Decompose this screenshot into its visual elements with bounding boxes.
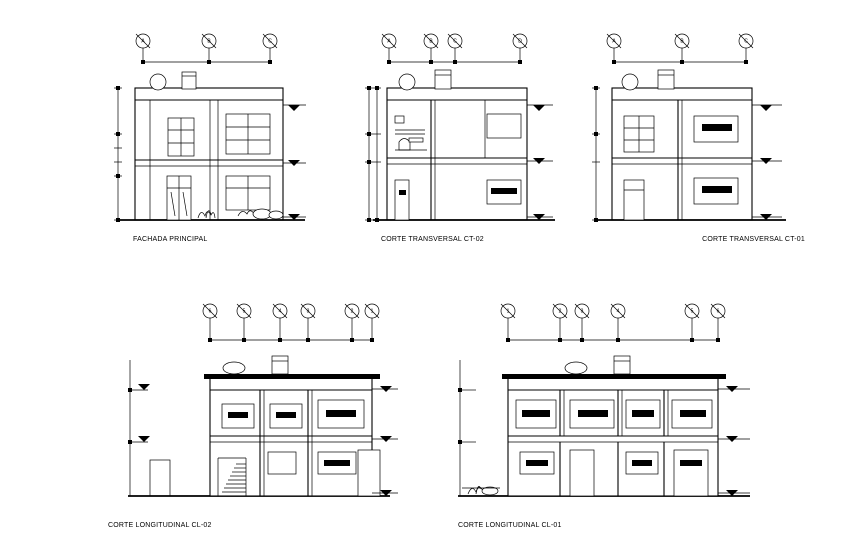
grid-bubble-c bbox=[263, 34, 277, 62]
grid-bubble-3 bbox=[575, 304, 589, 340]
drawing-corte-transversal-ct-01 bbox=[590, 30, 800, 230]
caption-corte-transversal-ct-01: CORTE TRANSVERSAL CT-01 bbox=[702, 236, 805, 243]
grid-bubble-3 bbox=[301, 304, 315, 340]
caption-corte-transversal-ct-02: CORTE TRANSVERSAL CT-02 bbox=[381, 236, 484, 243]
landscaping bbox=[462, 486, 500, 495]
grid-bubble-label: A bbox=[141, 38, 145, 45]
level-markers bbox=[760, 105, 772, 220]
grid-bubble-label: 1 bbox=[506, 308, 510, 315]
drawing-fachada-principal bbox=[110, 30, 310, 230]
grid-bubble-b bbox=[424, 34, 438, 62]
grid-bubble-label: A bbox=[612, 38, 616, 45]
grid-bubble-c bbox=[448, 34, 462, 62]
grid-bubble-label: A bbox=[387, 38, 391, 45]
level-markers bbox=[380, 386, 392, 496]
grid-bubble-d bbox=[513, 34, 527, 62]
grid-bubble-6 bbox=[203, 304, 217, 340]
grid-bubble-5 bbox=[685, 304, 699, 340]
grid-bubble-label: 3 bbox=[306, 308, 310, 315]
grid-bubble-c bbox=[739, 34, 753, 62]
drawing-corte-longitudinal-cl-01 bbox=[450, 300, 760, 515]
grid-bubble-label: C bbox=[744, 38, 748, 45]
grid-bubble-4 bbox=[273, 304, 287, 340]
grid-bubble-label: 2 bbox=[558, 308, 562, 315]
grid-bubble-a bbox=[136, 34, 150, 62]
grid-bubble-a bbox=[382, 34, 396, 62]
grid-bubble-b bbox=[675, 34, 689, 62]
caption-corte-longitudinal-cl-02: CORTE LONGITUDINAL CL-02 bbox=[108, 522, 212, 529]
grid-bubble-label: 2 bbox=[350, 308, 354, 315]
grid-bubble-2 bbox=[553, 304, 567, 340]
grid-bubble-4 bbox=[611, 304, 625, 340]
grid-bubble-label: 5 bbox=[242, 308, 246, 315]
grid-bubble-label: 6 bbox=[208, 308, 212, 315]
caption-fachada-principal: FACHADA PRINCIPAL bbox=[133, 236, 208, 243]
grid-bubble-label: C bbox=[453, 38, 457, 45]
grid-bubble-label: 4 bbox=[616, 308, 620, 315]
grid-bubble-label: 6 bbox=[716, 308, 720, 315]
grid-bubble-2 bbox=[345, 304, 359, 340]
grid-bubble-label: 3 bbox=[580, 308, 584, 315]
grid-bubble-label: B bbox=[680, 38, 684, 45]
grid-bubble-5 bbox=[237, 304, 251, 340]
caption-corte-longitudinal-cl-01: CORTE LONGITUDINAL CL-01 bbox=[458, 522, 562, 529]
level-markers bbox=[533, 105, 545, 220]
grid-bubble-label: B bbox=[207, 38, 211, 45]
grid-bubble-1 bbox=[501, 304, 515, 340]
grid-bubble-label: D bbox=[518, 38, 522, 45]
grid-bubble-a bbox=[607, 34, 621, 62]
grid-bubble-label: 1 bbox=[370, 308, 374, 315]
grid-bubble-6 bbox=[711, 304, 725, 340]
drawing-corte-longitudinal-cl-02 bbox=[100, 300, 400, 515]
grid-bubble-1 bbox=[365, 304, 379, 340]
grid-bubble-b bbox=[202, 34, 216, 62]
level-markers bbox=[288, 105, 300, 220]
grid-bubble-label: C bbox=[268, 38, 272, 45]
grid-bubble-label: 4 bbox=[278, 308, 282, 315]
drawing-corte-transversal-ct-02 bbox=[365, 30, 565, 230]
grid-bubble-label: 5 bbox=[690, 308, 694, 315]
grid-bubble-label: B bbox=[429, 38, 433, 45]
level-markers bbox=[726, 386, 738, 496]
